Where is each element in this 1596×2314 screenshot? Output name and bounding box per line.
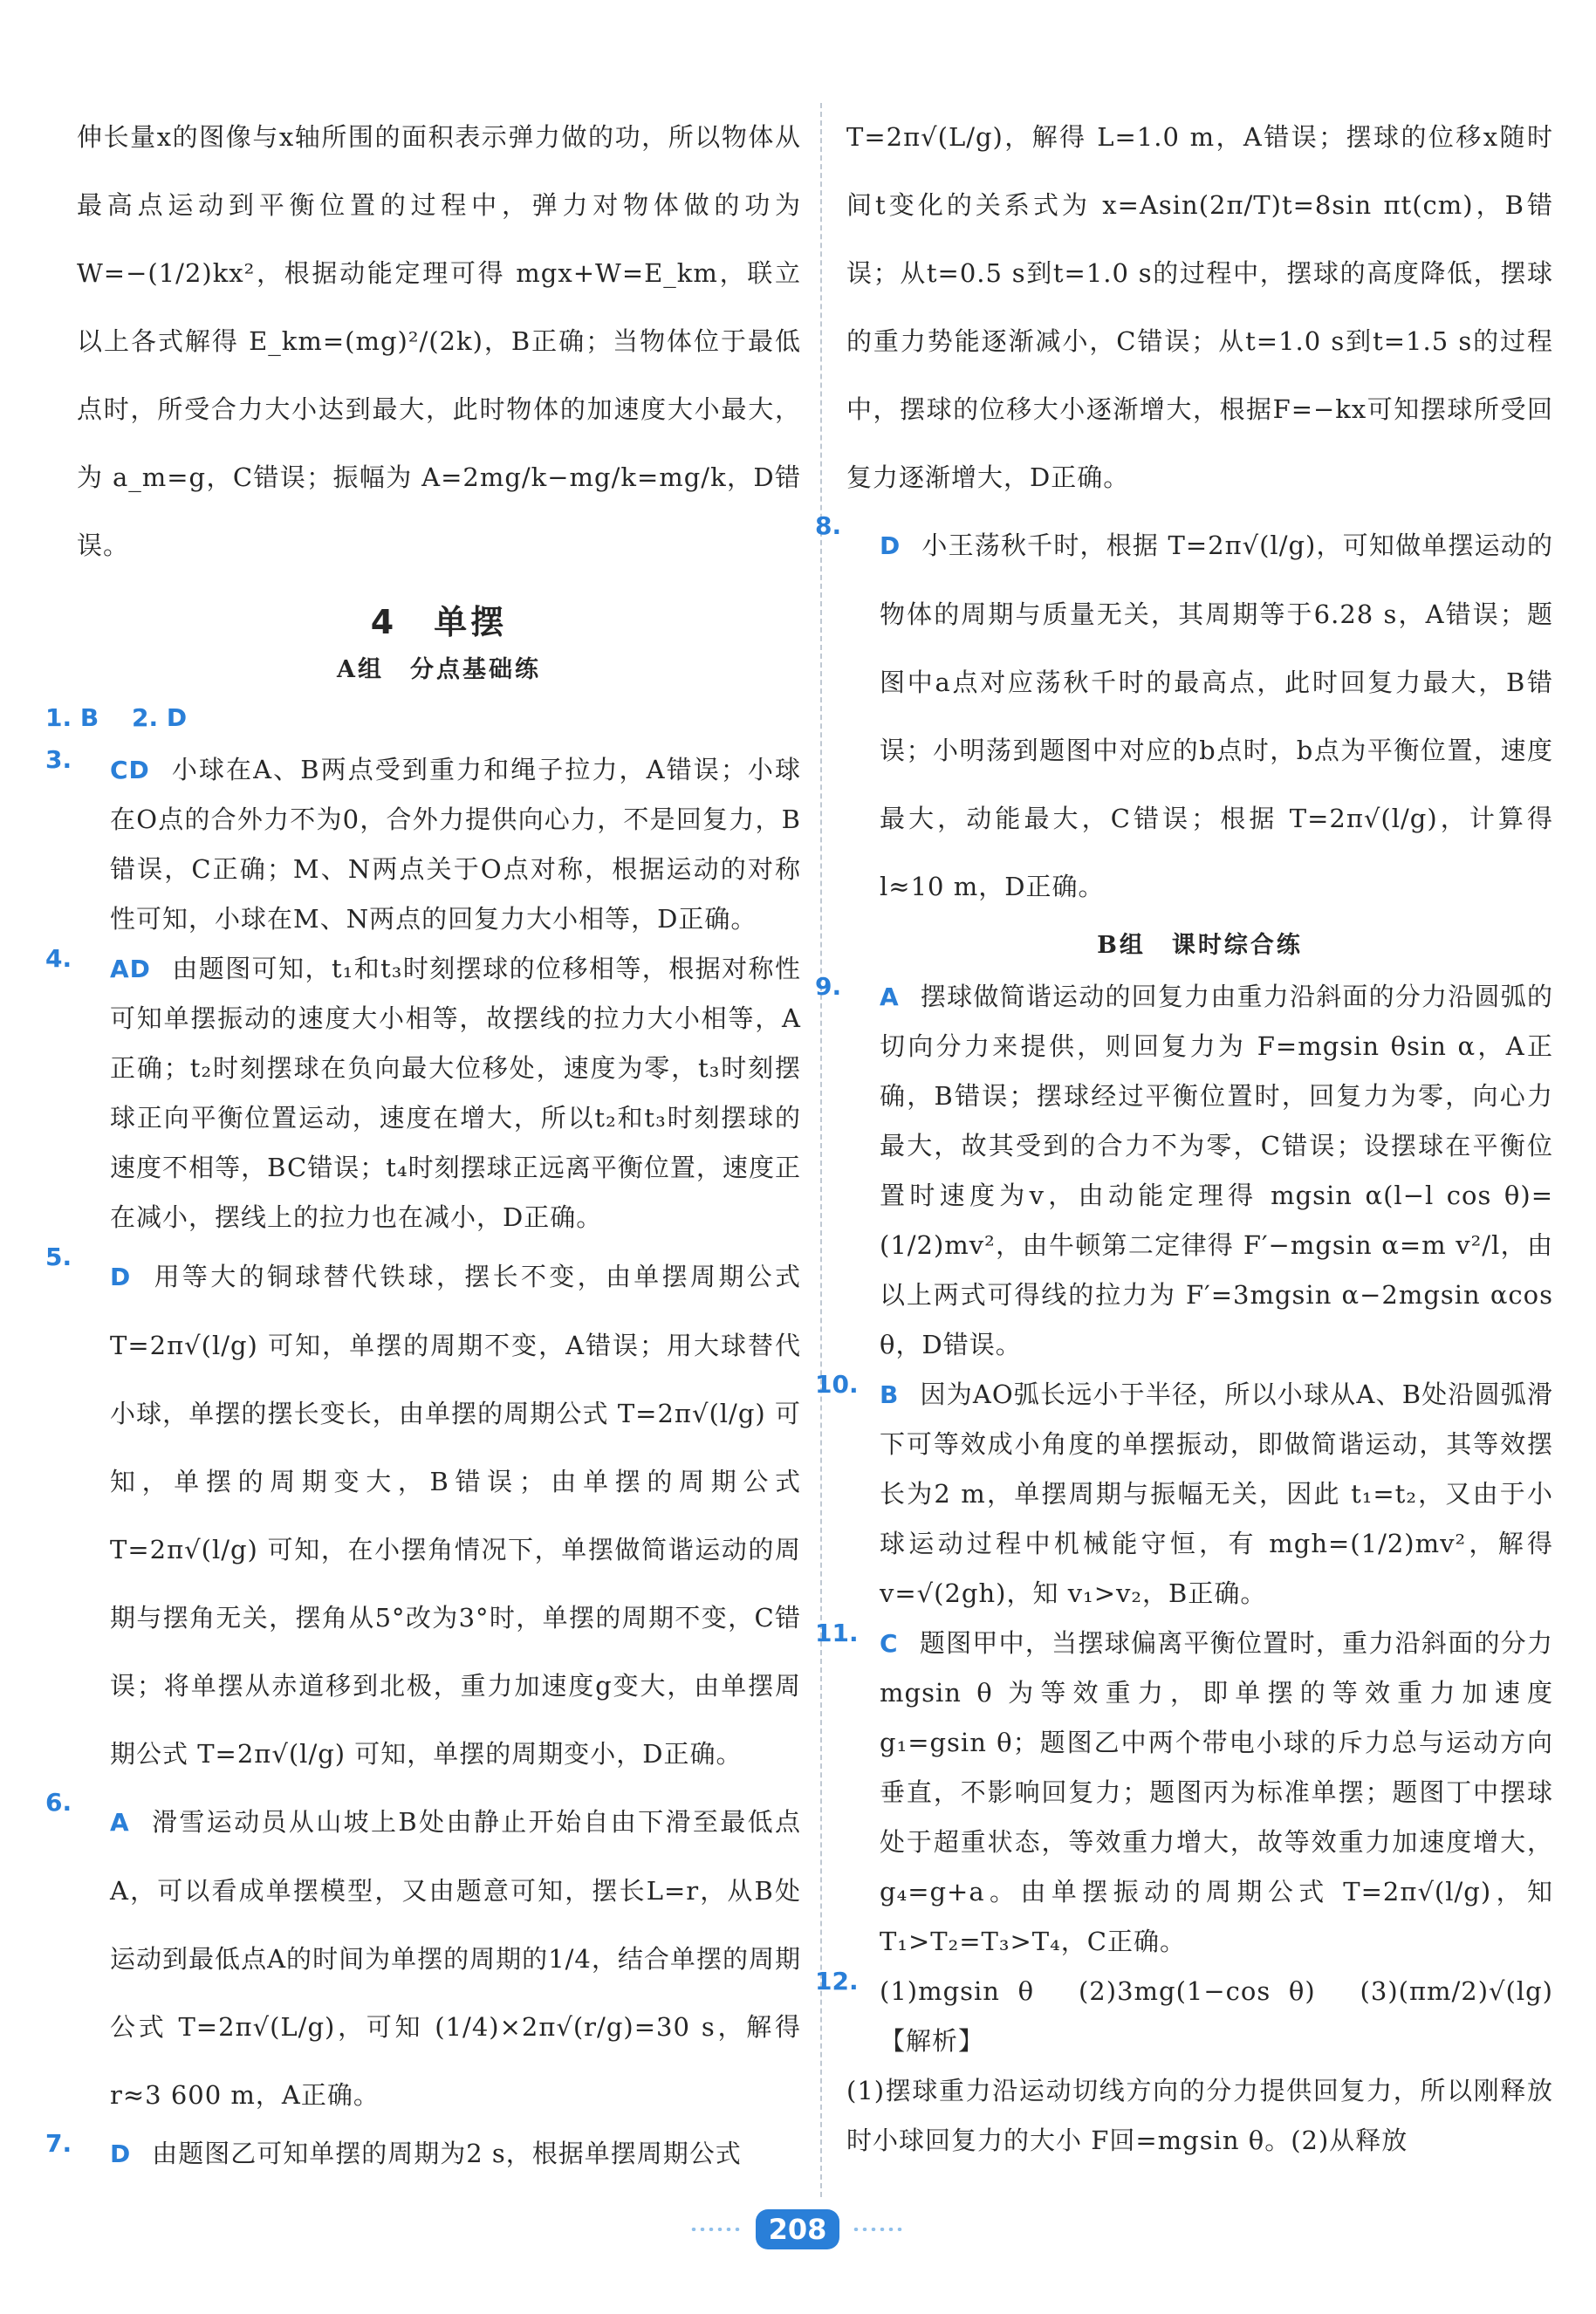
right-column	[815, 103, 1580, 2166]
column-divider	[820, 103, 822, 2197]
group-b-title: B组 课时综合练	[1097, 932, 1303, 959]
group-a-title: A组 分点基础练	[337, 656, 541, 683]
item-text: 小球在A、B两点受到重力和绳子拉力，A错误；小球在O点的合外力不为0，合外力提供向心力，不是回复力，B错误，C正确；M、N两点关于O点对称，根据运动的对称性可知，小球在M、N两点的回复力大小相等，D正确。	[110, 755, 801, 934]
item-number: 10.	[815, 1370, 859, 1399]
item-7-continuation: T=2π√(L/g)，解得 L=1.0 m，A错误；摆球的位移x随时间t变化的关系式为 x=Asin(2π/T)t=8sin πt(cm)，B错误；从t=0.5 s到t=1.0 s的过程中，摆球的高度降低，摆球的重力势能逐渐减小，C错误；从t=1.0 s到t=1.5 s的过程中，摆球的位移大小逐渐增大，根据F=−kx可知摆球所受回复力逐渐增大，D正确。	[846, 122, 1553, 492]
item-number: 3.	[45, 745, 72, 774]
answer-item-6	[45, 1788, 801, 2129]
page-dots-right	[852, 2228, 904, 2231]
left-column	[45, 103, 801, 2179]
answer-item-9	[815, 972, 1553, 1370]
item-number: 11.	[815, 1619, 859, 1647]
item-number: 6.	[45, 1788, 72, 1817]
item-number: 7.	[45, 2129, 72, 2158]
item-answer: B	[880, 1380, 900, 1409]
answer-item-5	[45, 1243, 801, 1788]
item-answer: A	[110, 1808, 130, 1837]
answer-item-4	[45, 944, 801, 1243]
item-answer: D	[110, 1263, 132, 1291]
item-number: 5.	[45, 1243, 72, 1271]
short-answers	[45, 696, 801, 740]
answer-item-10	[815, 1370, 1553, 1619]
item-number: 12.	[815, 1967, 859, 1996]
item-answer: AD	[110, 955, 151, 983]
item-text: 用等大的铜球替代铁球，摆长不变，由单摆周期公式 T=2π√(l/g) 可知，单摆的周期不变，A错误；用大球替代小球，单摆的摆长变长，由单摆的周期公式 T=2π√(l/g) 可知，单摆的周期变大，B错误；由单摆的周期公式 T=2π√(l/g) 可知，在小摆角情况下，单摆做简谐运动的周期与摆角无关，摆角从5°改为3°时，单摆的周期不变，C错误；将单摆从赤道移到北极，重力加速度g变大，由单摆周期公式 T=2π√(l/g) 可知，单摆的周期变小，D正确。	[110, 1262, 801, 1769]
item-number: 4.	[45, 944, 72, 973]
item-text: 摆球做简谐运动的回复力由重力沿斜面的分力沿圆弧的切向分力来提供，则回复力为 F=mgsin θsin α，A正确，B错误；摆球经过平衡位置时，回复力为零，向心力最大，故其受到的合力不为零，C错误；设摆球在平衡位置时速度为v，由动能定理得 mgsin α(l−l cos θ)=(1/2)mv²，由牛顿第二定律得 F′−mgsin α=m v²/l，由以上两式可得线的拉力为 F′=3mgsin α−2mgsin αcos θ，D错误。	[880, 982, 1553, 1359]
page-dots-left	[689, 2228, 742, 2231]
item-text: 滑雪运动员从山坡上B处由静止开始自由下滑至最低点A，可以看成单摆模型，又由题意可知，摆长L=r，从B处运动到最低点A的时间为单摆的周期的1/4，结合单摆的周期公式 T=2π√(L/g)，可知 (1/4)×2π√(r/g)=30 s，解得 r≈3 600 m，A正确。	[110, 1807, 801, 2110]
answer-item-7	[45, 2129, 801, 2179]
item-text: 题图甲中，当摆球偏离平衡位置时，重力沿斜面的分力 mgsin θ 为等效重力，即单摆的等效重力加速度 g₁=gsin θ；题图乙中两个带电小球的斥力总与运动方向垂直，不影响回复力；题图丙为标准单摆；题图丁中摆球处于超重状态，等效重力增大，故等效重力加速度增大，g₄=g+a。由单摆振动的周期公式 T=2π√(l/g)，知 T₁>T₂=T₃>T₄，C正确。	[880, 1628, 1553, 1956]
item-text: (1)mgsin θ (2)3mg(1−cos θ) (3)(πm/2)√(lg) 【解析】	[880, 1976, 1580, 2056]
item-number: 9.	[815, 972, 842, 1001]
answer-item-12	[815, 1967, 1580, 2066]
answer-item-11	[815, 1619, 1553, 1967]
item-text: 由题图乙可知单摆的周期为2 s，根据单摆周期公式	[152, 2139, 742, 2168]
intro-paragraph: 伸长量x的图像与x轴所围的面积表示弹力做的功，所以物体从最高点运动到平衡位置的过程中，弹力对物体做的功为 W=−(1/2)kx²，根据动能定理可得 mgx+W=E_km，联立以上各式解得 E_km=(mg)²/(2k)，B正确；当物体位于最低点时，所受合力大小达到最大，此时物体的加速度大小最大，为 a_m=g，C错误；振幅为 A=2mg/k−mg/k=mg/k，D错误。	[77, 122, 801, 560]
section-title: 4 单摆	[370, 603, 508, 641]
page-number: 208	[756, 2209, 839, 2249]
item-answer: CD	[110, 756, 150, 784]
item-answer: D	[880, 531, 901, 560]
answer-2: 2. D	[131, 703, 188, 732]
item-text: 由题图可知，t₁和t₃时刻摆球的位移相等，根据对称性可知单摆振动的速度大小相等，故摆线的拉力大小相等，A正确；t₂时刻摆球在负向最大位移处，速度为零，t₃时刻摆球正向平衡位置运动，速度在增大，所以t₂和t₃时刻摆球的速度不相等，BC错误；t₄时刻摆球正远离平衡位置，速度正在减小，摆线上的拉力也在减小，D正确。	[110, 954, 801, 1232]
item-12-explanation: (1)摆球重力沿运动切线方向的分力提供回复力，所以刚释放时小球回复力的大小 F回=mgsin θ。(2)从释放	[846, 2076, 1553, 2155]
answer-1: 1. B	[45, 703, 99, 732]
answer-item-8	[815, 511, 1553, 921]
item-text: 因为AO弧长远小于半径，所以小球从A、B处沿圆弧滑下可等效成小角度的单摆振动，即做简谐运动，其等效摆长为2 m，单摆周期与振幅无关，因此 t₁=t₂，又由于小球运动过程中机械能守恒，有 mgh=(1/2)mv²，解得 v=√(2gh)，知 v₁>v₂，B正确。	[880, 1380, 1553, 1608]
item-number: 8.	[815, 511, 842, 540]
item-answer: C	[880, 1629, 899, 1658]
item-text: 小王荡秋千时，根据 T=2π√(l/g)，可知做单摆运动的物体的周期与质量无关，其周期等于6.28 s，A错误；题图中a点对应荡秋千时的最高点，此时回复力最大，B错误；小明荡到题图中对应的b点时，b点为平衡位置，速度最大，动能最大，C错误；根据 T=2π√(l/g)，计算得 l≈10 m，D正确。	[880, 531, 1553, 901]
item-answer: D	[110, 2139, 132, 2168]
item-answer: A	[880, 982, 900, 1011]
answer-item-3	[45, 745, 801, 944]
